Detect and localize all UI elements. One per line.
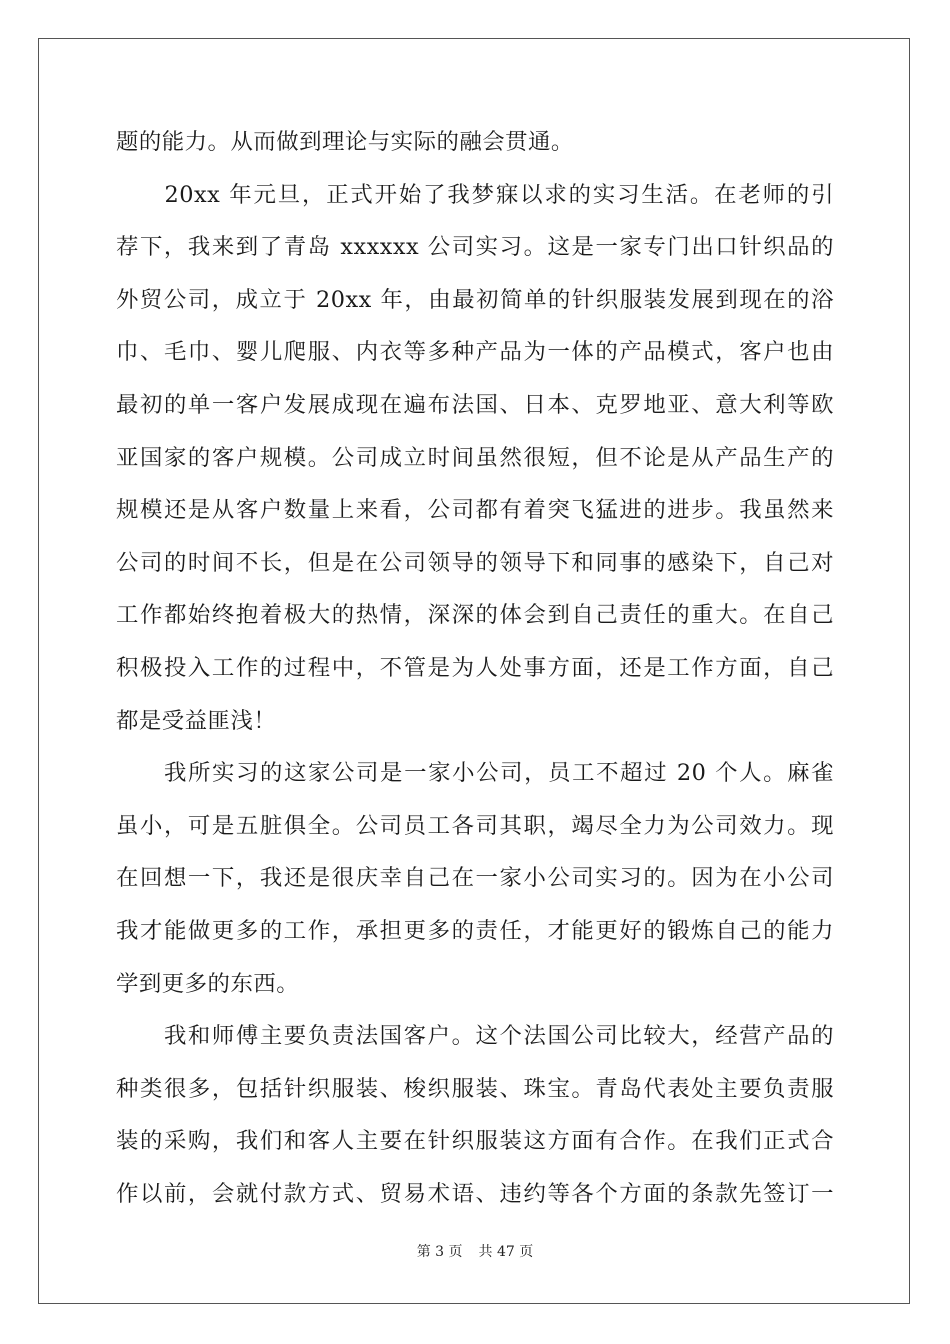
text-line: 在回想一下，我还是很庆幸自己在一家小公司实习的。因为在小公司 (116, 865, 834, 892)
text-line: 种类很多，包括针织服装、梭织服装、珠宝。青岛代表处主要负责服 (116, 1075, 834, 1102)
text-line: 公司的时间不长，但是在公司领导的领导下和同事的感染下，自己对 (116, 549, 834, 576)
text-line: 我和师傅主要负责法国客户。这个法国公司比较大，经营产品的 (116, 1023, 834, 1050)
text-line: 我所实习的这家公司是一家小公司，员工不超过 20 个人。麻雀 (116, 760, 834, 787)
text-line: 荐下，我来到了青岛 xxxxxx 公司实习。这是一家专门出口针织品的 (116, 234, 834, 261)
page-number: 第 3 页 (416, 1244, 463, 1260)
text-line: 亚国家的客户规模。公司成立时间虽然很短，但不论是从产品生产的 (116, 444, 834, 471)
text-line: 我才能做更多的工作，承担更多的责任，才能更好的锻炼自己的能力 (116, 918, 834, 944)
text-line: 工作都始终抱着极大的热情，深深的体会到自己责任的重大。在自己 (116, 602, 834, 629)
text-line: 虽小，可是五脏俱全。公司员工各司其职，竭尽全力为公司效力。现 (116, 812, 834, 839)
text-line: 20xx 年元旦，正式开始了我梦寐以求的实习生活。在老师的引 (116, 181, 834, 208)
text-line: 题的能力。从而做到理论与实际的融会贯通。 (116, 129, 574, 155)
text-line: 作以前，会就付款方式、贸易术语、违约等各个方面的条款先签订一 (116, 1181, 834, 1207)
text-line: 最初的单一客户发展成现在遍布法国、日本、克罗地亚、意大利等欧 (116, 392, 834, 418)
text-line: 规模还是从客户数量上来看，公司都有着突飞猛进的进步。我虽然来 (116, 497, 834, 524)
text-line: 都是受益匪浅！ (116, 707, 277, 734)
page-total: 共 47 页 (478, 1244, 534, 1260)
page-footer (0, 1241, 950, 1261)
text-line: 学到更多的东西。 (116, 970, 300, 997)
text-line: 装的采购，我们和客人主要在针织服装这方面有合作。在我们正式合 (116, 1128, 834, 1155)
text-line: 积极投入工作的过程中，不管是为人处事方面，还是工作方面，自己 (116, 655, 834, 681)
text-line: 外贸公司，成立于 20xx 年，由最初简单的针织服装发展到现在的浴 (116, 286, 834, 313)
text-line: 巾、毛巾、婴儿爬服、内衣等多种产品为一体的产品模式，客户也由 (116, 339, 834, 366)
